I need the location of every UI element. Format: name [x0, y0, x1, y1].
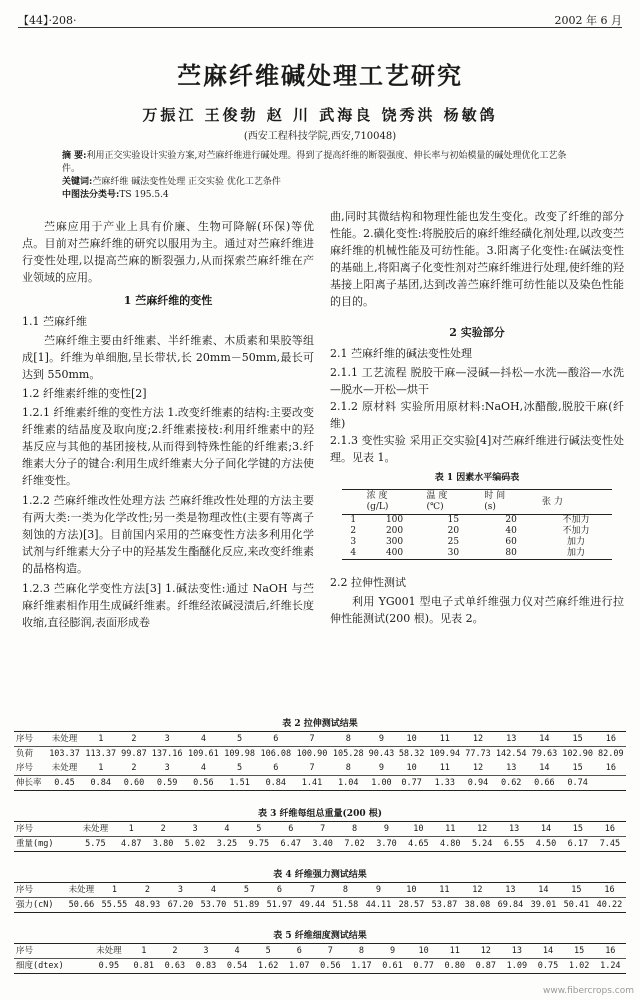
abstract-block	[62, 150, 578, 202]
table-cell: 12	[461, 883, 494, 898]
table-cell: 9	[366, 732, 396, 747]
table-row	[14, 898, 626, 913]
table-cell: 15	[560, 883, 593, 898]
table-cell: 1.41	[301, 778, 323, 788]
table-cell: 1.04	[338, 778, 359, 788]
table-cell: 0.80	[444, 961, 465, 971]
abstract-label: 摘 要:	[62, 151, 87, 161]
table-cell: 0.63	[164, 961, 186, 971]
keywords-text: 苎麻纤维 碱法变性处理 正交实验 优化工艺条件	[92, 177, 281, 187]
table-cell: 6	[263, 883, 296, 898]
table-1-cell: 40	[505, 526, 517, 536]
table-cell: 7	[296, 883, 329, 898]
page-number: 【44】·208·	[18, 14, 77, 27]
table-cell: 7	[294, 761, 330, 776]
table-cell: 7	[307, 822, 339, 837]
table-1-cell: 60	[505, 537, 517, 547]
section-2-heading: 2 实验部分	[449, 326, 505, 339]
table-cell: 未处理	[65, 883, 98, 898]
table-cell: 9	[371, 822, 403, 837]
table-5	[14, 928, 626, 974]
keywords-label: 关键词:	[62, 177, 93, 187]
table-cell: 5	[221, 732, 257, 747]
table-1-row	[342, 515, 612, 527]
table-cell: 109.94	[429, 749, 461, 759]
table-cell: 0.56	[320, 961, 341, 971]
table-cell: 7.45	[599, 839, 621, 849]
table-cell: 5	[253, 944, 284, 959]
table-2	[14, 716, 626, 791]
table-cell: 51.89	[233, 900, 260, 910]
table-cell: 11	[428, 883, 461, 898]
table-cell: 未处理	[90, 944, 129, 959]
table-1-cell: 加力	[566, 537, 585, 547]
table-cell: 14	[529, 732, 559, 747]
table-cell: 0.83	[195, 961, 217, 971]
table-row	[14, 747, 626, 762]
table-cell: 5.24	[471, 839, 493, 849]
table-1-cell: 4	[350, 548, 357, 558]
section-1-2-2-paragraph: 1.2.2 苎麻纤维改性处理方法 苎麻纤维改性处理的方法主要有两大类:一类为化学改性;另一类是物理改性(主要有等离子刻蚀的方法)[3]。目前国内采用的苎麻变性方法多利用化学试剂与纤维素大分子中的羟基发生酯醚化反应,来改变纤维素的晶格构造。	[22, 494, 314, 575]
table-cell: 6.55	[503, 839, 525, 849]
table-cell: 105.28	[332, 749, 364, 759]
table-1-cell: 不加力	[562, 515, 590, 525]
table-cell: 0.81	[133, 961, 155, 971]
classification-text: TS 195.5.4	[119, 190, 169, 200]
table-cell: 0.54	[226, 961, 248, 971]
table-cell: 4.65	[408, 839, 429, 849]
table-cell: 3.25	[216, 839, 238, 849]
continued-paragraph: 曲,同时其微结构和物理性能也发生变化。改变了纤维的部分性能。2.磺化变性:将脱胶后的麻纤维经磺化剂处理,以改变苎麻纤维的机械性能及可纺性能。3.阳离子化变性:在碱法变性的基础上,将阳离子化变性剂对苎麻纤维进行处理,使纤维的羟基接上阳离子基团,达到改善苎麻纤维可纺性能以及染色性能的目的。	[330, 210, 624, 308]
table-cell: 16	[596, 732, 626, 747]
table-cell: 67.20	[167, 900, 194, 910]
table-cell: 51.97	[266, 900, 293, 910]
table-cell: 16	[593, 883, 626, 898]
table-cell: 8	[346, 944, 377, 959]
table-cell: 8	[339, 822, 371, 837]
table-cell: 8	[330, 761, 366, 776]
table-1-row	[342, 548, 612, 560]
row-label: 序号	[14, 761, 46, 776]
table-cell: 13	[498, 822, 530, 837]
table-cell: 9	[366, 761, 396, 776]
table-cell: 113.37	[85, 749, 117, 759]
table-cell: 0.77	[401, 778, 422, 788]
table-cell: 6	[258, 761, 294, 776]
table-cell: 0.87	[475, 961, 497, 971]
table-cell: 0.62	[500, 778, 522, 788]
table-cell: 1	[83, 761, 119, 776]
table-cell: 14	[527, 883, 560, 898]
table-row	[14, 776, 626, 791]
table-1-cell: 20	[447, 526, 460, 536]
table-1-cell: 100	[385, 515, 404, 525]
left-column	[22, 218, 314, 631]
table-caption: 表 5 纤维细度测试结果	[273, 931, 367, 941]
table-cell: 9	[377, 944, 408, 959]
table-caption: 表 4 纤维强力测试结果	[273, 870, 367, 880]
watermark-text: www.fibercrops.com	[543, 986, 634, 996]
table-cell: 50.41	[563, 900, 590, 910]
table-1-row	[342, 537, 612, 548]
table-cell: 48.93	[134, 900, 161, 910]
table-1-row	[342, 526, 612, 537]
table-cell: 39.01	[530, 900, 557, 910]
table-cell: 未处理	[76, 822, 116, 837]
table-cell: 1	[115, 822, 147, 837]
table-cell: 8	[329, 883, 362, 898]
table-cell: 4	[197, 883, 230, 898]
table-cell: 1.00	[371, 778, 392, 788]
table-cell	[596, 776, 626, 791]
table-1-header-cell: 浓 度 (g/L)	[365, 490, 425, 515]
table-cell: 16	[596, 761, 626, 776]
section-1-heading: 1 苎麻纤维的变性	[123, 294, 213, 307]
table-cell: 10	[408, 944, 439, 959]
table-cell: 0.45	[54, 778, 75, 788]
table-cell: 6	[284, 944, 315, 959]
table-1-cell: 25	[447, 537, 460, 547]
table-cell: 11	[434, 822, 466, 837]
table-cell: 1.07	[289, 961, 310, 971]
table-cell: 0.74	[567, 778, 588, 788]
table-cell: 0.94	[467, 778, 489, 788]
table-cell: 4	[185, 761, 221, 776]
table-cell: 6	[258, 732, 294, 747]
table-1	[342, 489, 612, 560]
issue-date: 2002 年 6 月	[554, 14, 622, 27]
table-cell: 4	[211, 822, 243, 837]
table-cell: 11	[427, 761, 463, 776]
table-cell: 99.87	[121, 749, 147, 759]
table-cell: 5.75	[85, 839, 106, 849]
row-label: 序号	[14, 883, 65, 898]
table-cell: 8	[330, 732, 366, 747]
table-cell: 10	[402, 822, 434, 837]
table-cell: 12	[463, 732, 493, 747]
table-1-header-cell: 张 力	[540, 490, 612, 515]
table-cell: 4.87	[120, 839, 142, 849]
table-cell: 2	[119, 732, 149, 747]
table-caption: 表 2 拉伸测试结果	[282, 719, 358, 729]
paper-title: 苎麻纤维碱处理工艺研究	[177, 61, 463, 90]
table-caption: 表 3 纤维每组总重量(200 根)	[258, 809, 382, 819]
section-2-1-heading: 2.1 苎麻纤维的碱法变性处理	[330, 347, 472, 360]
table-cell: 109.98	[224, 749, 255, 759]
table-cell: 14	[529, 761, 559, 776]
table-cell: 11	[427, 732, 463, 747]
table-cell: 13	[493, 732, 529, 747]
table-cell: 13	[494, 883, 527, 898]
table-cell: 1	[128, 944, 159, 959]
classification-label: 中图法分类号:	[62, 190, 120, 200]
table-cell: 40.22	[596, 900, 623, 910]
table-cell: 1.51	[229, 778, 250, 788]
table-cell: 0.77	[413, 961, 434, 971]
table-cell: 106.08	[260, 749, 292, 759]
table-cell: 2	[159, 944, 190, 959]
table-cell: 69.84	[497, 900, 524, 910]
table-cell: 未处理	[46, 761, 82, 776]
table-row	[14, 959, 626, 974]
table-cell: 9.75	[248, 839, 270, 849]
row-label: 负荷	[16, 749, 34, 759]
section-1-2-1-paragraph: 1.2.1 纤维素纤维的变性方法 1.改变纤维素的结构:主要改变纤维素的结晶度及取向度;2.纤维素接枝:利用纤维素中的羟基反应与其他的基团接枝,从而得到特殊性能的纤维素;3.纤维素大分子的键合:利用生成纤维素大分子间化学键的方法使纤维变性。	[22, 406, 314, 487]
table-cell: 49.44	[299, 900, 326, 910]
table-cell: 12	[470, 944, 501, 959]
section-2-2-heading: 2.2 拉伸性测试	[330, 576, 406, 589]
section-1-1-paragraph: 苎麻纤维主要由纤维素、半纤维素、木质素和果胶等组成[1]。纤维为单细胞,呈长带状,长 20mm－50mm,最长可达到 550mm。	[22, 334, 314, 381]
row-label: 序号	[14, 944, 90, 959]
row-label: 强力(cN)	[16, 900, 54, 910]
row-label: 重量(mg)	[16, 839, 54, 849]
table-cell: 3.80	[152, 839, 174, 849]
table-cell: 4	[222, 944, 253, 959]
table-1-cell: 20	[505, 515, 517, 525]
table-row	[14, 837, 626, 852]
table-cell: 3	[149, 732, 185, 747]
table-row	[14, 732, 626, 747]
table-cell: 1.09	[506, 961, 528, 971]
table-cell: 3.70	[376, 839, 397, 849]
table-cell: 3	[164, 883, 197, 898]
table-cell: 11	[439, 944, 470, 959]
section-2-2-paragraph: 利用 YG001 型电子式单纤维强力仪对苎麻纤维进行拉伸性能测试(200 根)。见表 2。	[330, 595, 624, 625]
table-cell: 90.43	[368, 749, 395, 759]
section-2-1-3-paragraph: 2.1.3 变性实验 采用正交实验[4]对苎麻纤维进行碱法变性处理。见表 1。	[330, 434, 624, 464]
intro-paragraph: 苎麻应用于产业上具有价廉、生物可降解(环保)等优点。目前对苎麻纤维的研究以服用为主。通过对苎麻纤维进行变性处理,以提高苎麻的断裂强力,从而探索苎麻纤维在产业领域的应用。	[22, 220, 314, 284]
table-1-cell: 3	[350, 537, 357, 547]
table-cell: 7	[294, 732, 330, 747]
table-cell: 100.90	[296, 749, 328, 759]
table-cell: 1	[98, 883, 131, 898]
table-cell: 0.56	[193, 778, 214, 788]
table-cell: 15	[559, 732, 595, 747]
table-cell: 1.02	[568, 961, 590, 971]
table-cell: 14	[532, 944, 563, 959]
table-1-cell: 加力	[566, 548, 585, 558]
table-cell: 53.87	[431, 900, 458, 910]
table-cell: 1.17	[351, 961, 372, 971]
table-1-cell: 15	[447, 515, 460, 525]
table-cell: 0.59	[156, 778, 178, 788]
table-1-header-cell: 温 度 (℃)	[424, 490, 482, 515]
table-cell: 103.37	[49, 749, 80, 759]
table-1-header-cell	[342, 490, 365, 515]
table-cell: 0.84	[265, 778, 287, 788]
table-1-cell: 2	[350, 526, 357, 536]
table-cell: 15	[562, 822, 594, 837]
table-1-cell: 200	[385, 526, 404, 536]
table-cell: 3	[179, 822, 211, 837]
author-list: 万振江 王俊勃 赵 川 武海良 饶秀洪 杨敏鸽	[142, 106, 498, 124]
table-cell: 44.11	[365, 900, 392, 910]
running-header	[18, 8, 622, 28]
table-cell: 38.08	[464, 900, 491, 910]
affiliation: (西安工程科技学院,西安,710048)	[243, 131, 397, 142]
table-1-header-cell: 时 间 (s)	[482, 490, 540, 515]
table-cell: 77.73	[465, 749, 491, 759]
table-1-cell: 300	[385, 537, 404, 547]
table-cell: 137.16	[151, 749, 183, 759]
table-cell: 6	[275, 822, 307, 837]
table-cell: 6.47	[280, 839, 301, 849]
table-cell: 13	[501, 944, 532, 959]
table-cell: 7.02	[344, 839, 365, 849]
section-1-2-heading: 1.2 纤维素纤维的变性[2]	[22, 387, 147, 400]
table-cell: 2	[131, 883, 164, 898]
table-row	[14, 883, 626, 898]
table-cell: 16	[595, 944, 626, 959]
table-1-cell: 80	[505, 548, 517, 558]
table-cell: 0.95	[98, 961, 120, 971]
table-cell: 79.63	[531, 749, 558, 759]
table-cell: 51.58	[332, 900, 359, 910]
table-cell: 4.50	[535, 839, 557, 849]
section-1-1-heading: 1.1 苎麻纤维	[22, 315, 87, 328]
table-cell: 53.70	[200, 900, 227, 910]
table-cell: 142.54	[495, 749, 527, 759]
table-cell: 10	[397, 761, 427, 776]
section-1-2-3-paragraph: 1.2.3 苎麻化学变性方法[3] 1.碱法变性:通过 NaOH 与苎麻纤维素相作用生成碱纤维素。纤维经浓碱浸渍后,纤维长度收缩,直径膨润,表面形成卷	[22, 582, 314, 629]
table-cell: 109.61	[188, 749, 219, 759]
table-cell: 2	[147, 822, 179, 837]
table-cell: 0.66	[534, 778, 555, 788]
table-row	[14, 761, 626, 776]
table-cell: 1	[83, 732, 119, 747]
row-label: 细度(dtex)	[16, 961, 64, 971]
table-cell: 13	[493, 761, 529, 776]
table-1-cell: 不加力	[562, 526, 590, 536]
table-cell: 55.55	[101, 900, 128, 910]
table-cell: 9	[362, 883, 395, 898]
table-cell: 15	[559, 761, 595, 776]
table-cell: 10	[397, 732, 427, 747]
table-1-cell: 30	[447, 548, 460, 558]
table-cell: 0.60	[123, 778, 145, 788]
table-cell: 3.40	[312, 839, 333, 849]
table-cell: 5.02	[184, 839, 206, 849]
table-cell: 12	[463, 761, 493, 776]
table-cell: 82.09	[598, 749, 624, 759]
table-cell: 0.75	[537, 961, 559, 971]
table-cell: 2	[119, 761, 149, 776]
table-1-cell: 1	[350, 515, 357, 525]
table-cell: 10	[395, 883, 428, 898]
table-cell: 0.84	[90, 778, 111, 788]
row-label: 序号	[14, 822, 76, 837]
table-1-caption: 表 1 因素水平编码表	[434, 473, 520, 483]
table-cell: 5	[221, 761, 257, 776]
table-cell: 5	[230, 883, 263, 898]
table-cell: 58.32	[398, 749, 425, 759]
row-label: 序号	[14, 732, 46, 747]
table-1-cell: 400	[385, 548, 404, 558]
table-row	[14, 822, 626, 837]
table-cell: 50.66	[68, 900, 95, 910]
table-cell: 6.17	[567, 839, 589, 849]
table-cell: 5	[243, 822, 275, 837]
row-label: 伸长率	[16, 778, 42, 788]
table-cell: 15	[564, 944, 595, 959]
table-cell: 0.61	[382, 961, 403, 971]
section-2-1-1-paragraph: 2.1.1 工艺流程 脱胶干麻—浸碱—抖松—水洗—酸浴—水洗—脱水—开松—烘干	[330, 366, 624, 396]
right-column	[330, 208, 624, 627]
table-cell: 4	[185, 732, 221, 747]
abstract-text: 利用正交实验设计实验方案,对苎麻纤维进行碱处理。得到了提高纤维的断裂强度、伸长率与初始模量的碱处理优化工艺条件。	[62, 151, 567, 174]
table-cell: 未处理	[46, 732, 82, 747]
table-3	[14, 806, 626, 852]
table-cell: 102.90	[562, 749, 593, 759]
table-cell: 7	[315, 944, 346, 959]
table-cell: 4.80	[440, 839, 461, 849]
table-cell: 1.33	[434, 778, 456, 788]
section-2-1-2-paragraph: 2.1.2 原材料 实验所用原材料:NaOH,冰醋酸,脱胶干麻(纤维)	[330, 400, 624, 430]
table-cell: 3	[190, 944, 221, 959]
table-cell: 3	[149, 761, 185, 776]
table-4	[14, 867, 626, 913]
table-row	[14, 944, 626, 959]
table-cell: 1.62	[257, 961, 279, 971]
table-cell: 28.57	[398, 900, 425, 910]
table-cell: 1.24	[600, 961, 621, 971]
table-cell: 14	[530, 822, 562, 837]
table-cell: 16	[594, 822, 626, 837]
table-cell: 12	[466, 822, 498, 837]
